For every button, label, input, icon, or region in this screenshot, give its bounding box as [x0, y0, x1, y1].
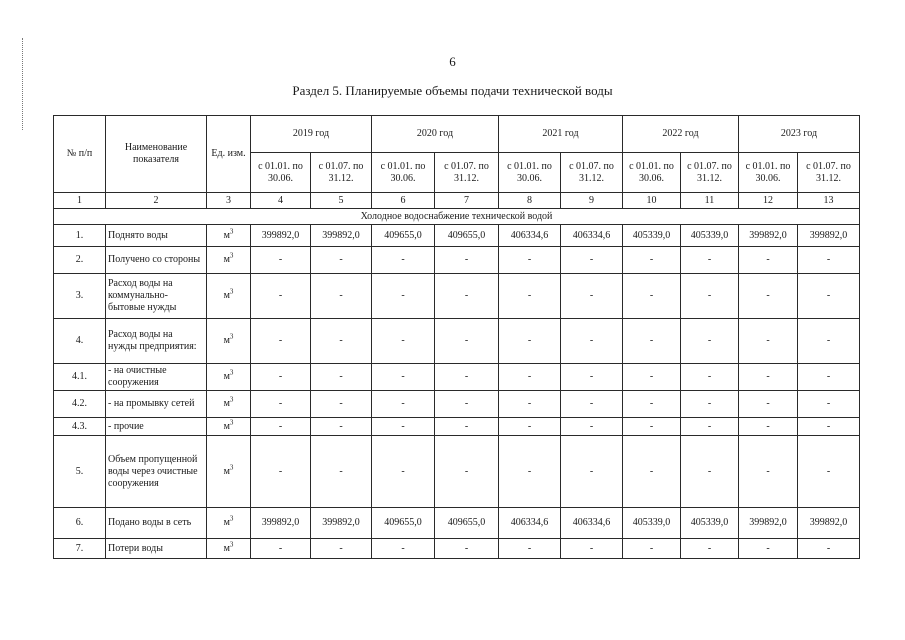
row-value: 399892,0	[798, 508, 860, 539]
row-number: 7.	[54, 539, 106, 559]
unit-text: м	[223, 420, 230, 432]
column-index-row	[54, 193, 860, 209]
row-value: -	[372, 247, 435, 274]
row-value: -	[311, 391, 372, 418]
row-number: 4.	[54, 319, 106, 364]
row-value: -	[499, 391, 561, 418]
unit-superscript: 3	[229, 514, 234, 523]
row-value: -	[561, 364, 623, 391]
row-unit	[207, 391, 251, 418]
row-value: -	[681, 436, 739, 508]
row-value: -	[372, 539, 435, 559]
row-value: -	[623, 319, 681, 364]
row-number: 4.3.	[54, 418, 106, 436]
row-value: -	[311, 436, 372, 508]
row-value: -	[435, 247, 499, 274]
row-value: -	[739, 274, 798, 319]
table-row	[54, 436, 860, 508]
header-period-first: с 01.01. по 30.06.	[372, 153, 435, 193]
row-value: 409655,0	[372, 508, 435, 539]
header-period-second: с 01.07. по 31.12.	[311, 153, 372, 193]
row-value: 405339,0	[623, 508, 681, 539]
unit-text: м	[223, 398, 230, 409]
row-value: -	[499, 319, 561, 364]
row-number: 3.	[54, 274, 106, 319]
unit-superscript: 3	[229, 332, 234, 341]
column-index: 8	[499, 193, 561, 209]
row-indicator-name: - на очистные сооружения	[106, 364, 207, 391]
header-period-first: с 01.01. по 30.06.	[739, 153, 798, 193]
row-value: -	[251, 539, 311, 559]
table-row	[54, 247, 860, 274]
row-number: 1.	[54, 225, 106, 247]
header-period-second: с 01.07. по 31.12.	[798, 153, 860, 193]
unit-superscript: 3	[229, 463, 234, 472]
row-unit	[207, 274, 251, 319]
column-index: 4	[251, 193, 311, 209]
row-value: 409655,0	[435, 508, 499, 539]
column-index: 6	[372, 193, 435, 209]
row-value: -	[798, 247, 860, 274]
page-number: 6	[449, 54, 456, 69]
row-indicator-name: Расход воды на коммунально-бытовые нужды	[106, 274, 207, 319]
column-index: 2	[106, 193, 207, 209]
row-value: -	[739, 364, 798, 391]
row-value: -	[372, 274, 435, 319]
row-value: -	[499, 247, 561, 274]
header-period-first: с 01.01. по 30.06.	[623, 153, 681, 193]
row-value: -	[798, 319, 860, 364]
row-value: -	[739, 319, 798, 364]
row-value: -	[311, 247, 372, 274]
row-value: -	[251, 436, 311, 508]
unit-superscript: 3	[229, 227, 234, 236]
row-value: 405339,0	[681, 225, 739, 247]
unit-text: м	[223, 290, 230, 301]
unit-superscript: 3	[229, 418, 234, 427]
header-year-2019: 2019 год	[251, 116, 372, 153]
row-value: -	[681, 247, 739, 274]
row-indicator-name: Подано воды в сеть	[106, 508, 207, 539]
header-year-2021: 2021 год	[499, 116, 623, 153]
row-value: -	[311, 364, 372, 391]
table-row	[54, 508, 860, 539]
table-row	[54, 539, 860, 559]
unit-superscript: 3	[229, 287, 234, 296]
row-unit	[207, 418, 251, 436]
header-period-first: с 01.01. по 30.06.	[499, 153, 561, 193]
data-rows	[54, 225, 860, 559]
table-row	[54, 391, 860, 418]
row-value: -	[739, 391, 798, 418]
row-value: -	[798, 436, 860, 508]
row-value: -	[739, 539, 798, 559]
row-value: 405339,0	[623, 225, 681, 247]
row-indicator-name: Потери воды	[106, 539, 207, 559]
row-value: -	[311, 319, 372, 364]
row-number: 5.	[54, 436, 106, 508]
row-value: 406334,6	[499, 508, 561, 539]
header-unit: Ед. изм.	[207, 116, 251, 193]
row-value: 399892,0	[798, 225, 860, 247]
row-value: -	[623, 274, 681, 319]
row-value: -	[561, 539, 623, 559]
row-value: -	[561, 391, 623, 418]
row-value: -	[681, 364, 739, 391]
row-value: -	[681, 418, 739, 436]
row-value: -	[499, 418, 561, 436]
row-value: 405339,0	[681, 508, 739, 539]
row-unit	[207, 539, 251, 559]
row-value: -	[435, 391, 499, 418]
water-supply-table	[53, 115, 860, 559]
row-unit	[207, 247, 251, 274]
table-row	[54, 319, 860, 364]
row-value: -	[681, 274, 739, 319]
row-value: -	[798, 274, 860, 319]
row-value: -	[435, 418, 499, 436]
row-value: -	[499, 274, 561, 319]
row-value: -	[372, 418, 435, 436]
row-value: -	[623, 436, 681, 508]
row-value: -	[681, 391, 739, 418]
column-index: 9	[561, 193, 623, 209]
column-index: 11	[681, 193, 739, 209]
row-indicator-name: Получено со стороны	[106, 247, 207, 274]
row-value: -	[561, 274, 623, 319]
row-value: -	[499, 436, 561, 508]
row-indicator-name: Поднято воды	[106, 225, 207, 247]
row-value: 399892,0	[739, 508, 798, 539]
row-value: -	[623, 391, 681, 418]
row-value: -	[435, 319, 499, 364]
row-value: -	[372, 364, 435, 391]
row-value: -	[311, 274, 372, 319]
row-value: 399892,0	[251, 508, 311, 539]
row-value: -	[798, 391, 860, 418]
row-number: 4.1.	[54, 364, 106, 391]
row-value: -	[251, 391, 311, 418]
header-name: Наименование показателя	[106, 116, 207, 193]
row-unit	[207, 319, 251, 364]
header-year-2023: 2023 год	[739, 116, 860, 153]
header-year-2020: 2020 год	[372, 116, 499, 153]
row-value: -	[561, 418, 623, 436]
row-value: 406334,6	[561, 225, 623, 247]
unit-superscript: 3	[229, 540, 234, 549]
row-value: -	[372, 391, 435, 418]
row-number: 2.	[54, 247, 106, 274]
unit-superscript: 3	[229, 395, 234, 404]
row-value: -	[372, 436, 435, 508]
row-value: 409655,0	[435, 225, 499, 247]
row-value: -	[798, 418, 860, 436]
unit-text: м	[223, 371, 230, 382]
header-period-second: с 01.07. по 31.12.	[681, 153, 739, 193]
unit-superscript: 3	[229, 251, 234, 260]
row-value: 399892,0	[311, 225, 372, 247]
row-value: -	[435, 539, 499, 559]
row-value: -	[435, 364, 499, 391]
row-number: 6.	[54, 508, 106, 539]
header-num: № п/п	[54, 116, 106, 193]
row-value: -	[251, 247, 311, 274]
row-value: -	[739, 247, 798, 274]
row-unit	[207, 225, 251, 247]
row-value: 406334,6	[499, 225, 561, 247]
table-row	[54, 418, 860, 436]
header-period-first: с 01.01. по 30.06.	[251, 153, 311, 193]
row-unit	[207, 364, 251, 391]
row-value: -	[251, 274, 311, 319]
row-unit	[207, 436, 251, 508]
row-value: -	[798, 539, 860, 559]
row-value: -	[251, 364, 311, 391]
row-value: -	[681, 319, 739, 364]
row-value: 399892,0	[739, 225, 798, 247]
row-indicator-name: - прочие	[106, 418, 207, 436]
row-value: -	[561, 319, 623, 364]
column-index: 13	[798, 193, 860, 209]
row-value: -	[798, 364, 860, 391]
row-value: 399892,0	[251, 225, 311, 247]
row-value: -	[623, 539, 681, 559]
unit-text: м	[223, 542, 230, 554]
row-value: -	[561, 247, 623, 274]
row-value: -	[251, 418, 311, 436]
section-title: Раздел 5. Планируемые объемы подачи технической воды	[292, 83, 613, 98]
unit-text: м	[223, 465, 230, 477]
row-value: -	[681, 539, 739, 559]
row-indicator-name: Расход воды на нужды предприятия:	[106, 319, 207, 364]
row-value: -	[251, 319, 311, 364]
header-period-second: с 01.07. по 31.12.	[435, 153, 499, 193]
row-value: -	[311, 539, 372, 559]
row-value: -	[623, 418, 681, 436]
row-value: -	[499, 539, 561, 559]
unit-superscript: 3	[229, 368, 234, 377]
row-value: 399892,0	[311, 508, 372, 539]
row-value: -	[739, 418, 798, 436]
row-value: -	[311, 418, 372, 436]
column-index: 12	[739, 193, 798, 209]
table-row	[54, 274, 860, 319]
row-value: -	[561, 436, 623, 508]
row-unit	[207, 508, 251, 539]
row-value: -	[739, 436, 798, 508]
unit-text: м	[223, 229, 230, 241]
column-index: 3	[207, 193, 251, 209]
row-value: -	[499, 364, 561, 391]
column-index: 10	[623, 193, 681, 209]
row-value: 406334,6	[561, 508, 623, 539]
header-year-2022: 2022 год	[623, 116, 739, 153]
row-value: -	[623, 364, 681, 391]
row-indicator-name: - на промывку сетей	[106, 391, 207, 418]
row-value: -	[435, 436, 499, 508]
section-heading: Холодное водоснабжение технической водой	[54, 209, 860, 225]
table-row	[54, 364, 860, 391]
row-value: 409655,0	[372, 225, 435, 247]
unit-text: м	[223, 335, 230, 346]
row-indicator-name: Объем пропущенной воды через очистные сооружения	[106, 436, 207, 508]
column-index: 1	[54, 193, 106, 209]
row-value: -	[435, 274, 499, 319]
header-period-second: с 01.07. по 31.12.	[561, 153, 623, 193]
row-number: 4.2.	[54, 391, 106, 418]
column-index: 7	[435, 193, 499, 209]
row-value: -	[623, 247, 681, 274]
unit-text: м	[223, 517, 230, 528]
table-row	[54, 225, 860, 247]
unit-text: м	[223, 254, 230, 265]
row-value: -	[372, 319, 435, 364]
column-index: 5	[311, 193, 372, 209]
